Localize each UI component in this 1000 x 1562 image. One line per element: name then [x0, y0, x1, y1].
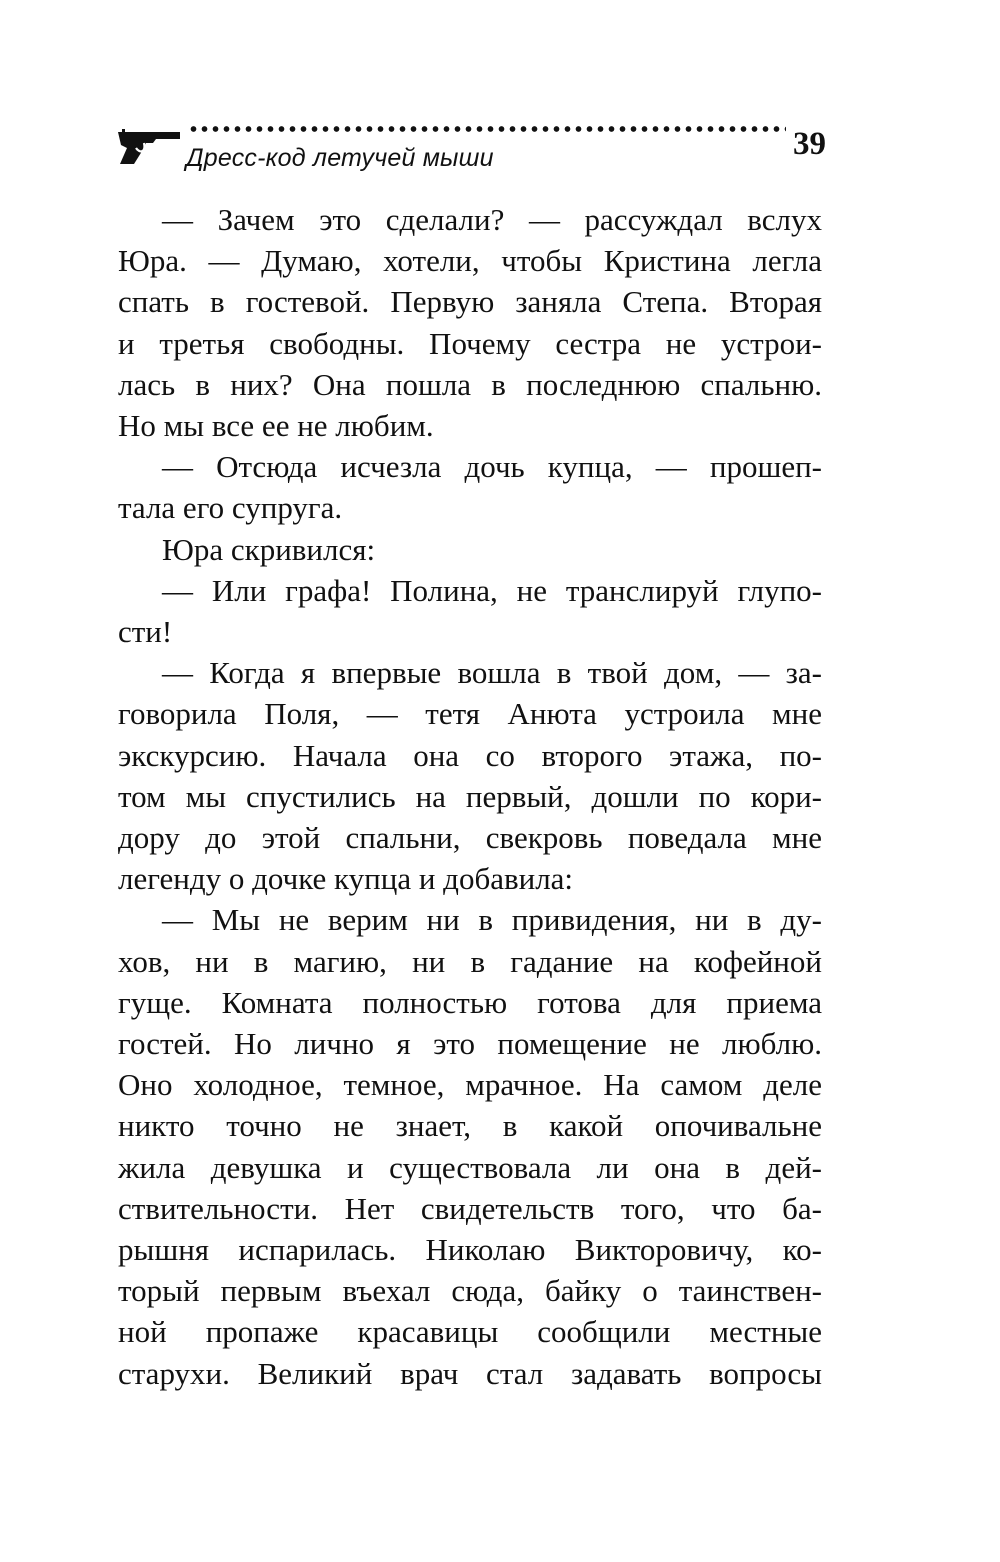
text-line: говорила Поля, — тетя Анюта устроила мне: [118, 696, 822, 732]
text-line: — Мы не верим ни в привидения, ни в ду-: [162, 902, 822, 938]
text-line: гуще. Комната полностью готова для приема: [118, 984, 822, 1020]
text-line: экскурсию. Начала она со второго этажа, по-: [118, 737, 822, 773]
dotted-leader: [188, 124, 786, 134]
text-line: и третья свободны. Почему сестра не устрои-: [118, 325, 822, 361]
text-line: спать в гостевой. Первую заняла Степа. Вторая: [118, 284, 822, 320]
text-line: старухи. Великий врач стал задавать вопросы: [118, 1355, 822, 1391]
text-line: жила девушка и существовала ли она в дей-: [118, 1149, 822, 1185]
text-line: лась в них? Она пошла в последнюю спальню.: [118, 366, 822, 402]
body-text: [118, 199, 822, 1394]
text-line: том мы спустились на первый, дошли по кори-: [118, 778, 822, 814]
text-line: рышня испарилась. Николаю Викторовичу, ко-: [118, 1232, 822, 1268]
text-line: — Зачем это сделали? — рассуждал вслух: [162, 202, 822, 237]
text-line: Но мы все ее не любим.: [118, 408, 434, 444]
text-line: — Отсюда исчезла дочь купца, — прошеп-: [162, 449, 822, 485]
text-line: Юра скривился:: [162, 531, 376, 567]
text-line: ствительности. Нет свидетельств того, что ба-: [118, 1190, 822, 1226]
text-line: Юра. — Думаю, хотели, чтобы Кристина легла: [118, 243, 822, 279]
text-line: — Когда я впервые вошла в твой дом, — за-: [162, 655, 822, 691]
text-line: тала его супруга.: [118, 490, 343, 526]
pistol-icon: [116, 128, 182, 168]
text-line: хов, ни в магию, ни в гадание на кофейной: [118, 943, 822, 979]
text-line: сти!: [118, 614, 173, 650]
text-line: дору до этой спальни, свекровь поведала мне: [118, 820, 822, 856]
page-number: 39: [793, 126, 826, 162]
text-line: ной пропаже красавицы сообщили местные: [118, 1314, 822, 1350]
text-line: торый первым въехал сюда, байку о таинствен-: [118, 1273, 822, 1309]
text-line: гостей. Но лично я это помещение не люблю.: [118, 1026, 822, 1062]
running-title: Дресс-код летучей мыши: [186, 144, 494, 172]
page-header: [116, 120, 826, 190]
text-line: никто точно не знает, в какой опочивальне: [118, 1108, 822, 1144]
text-line: — Или графа! Полина, не транслируй глупо-: [162, 572, 822, 608]
text-line: Оно холодное, темное, мрачное. На самом деле: [118, 1067, 822, 1103]
text-line: легенду о дочке купца и добавила:: [118, 861, 574, 897]
